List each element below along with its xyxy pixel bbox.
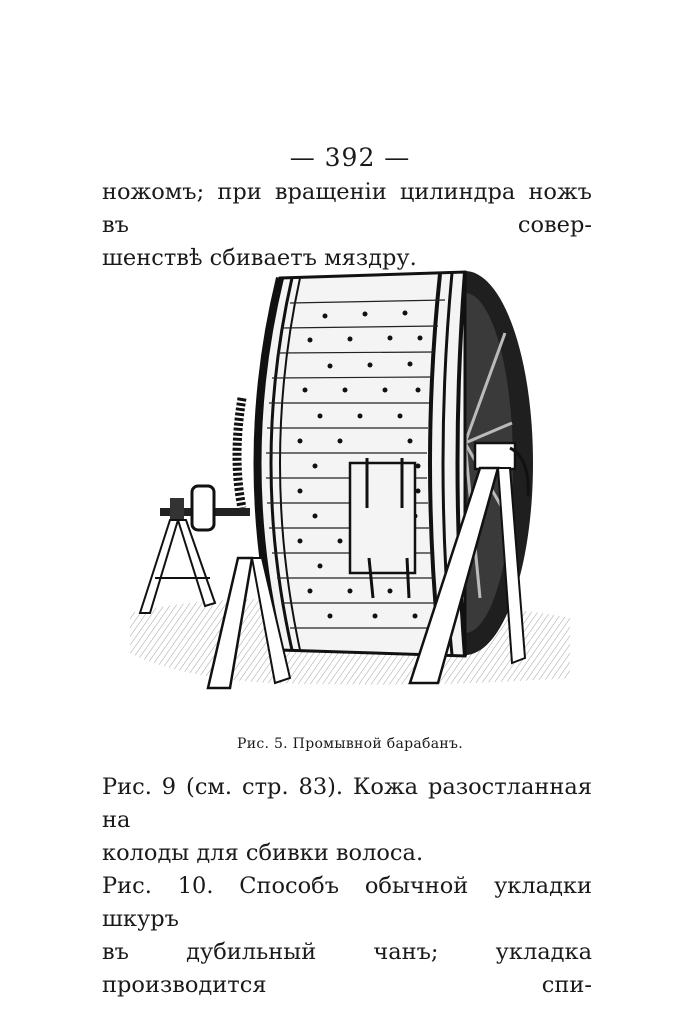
text-line: колоды для сбивки волоса. bbox=[102, 840, 424, 866]
bottom-paragraph bbox=[102, 771, 592, 1002]
figure-caption: Рис. 5. Промывной барабанъ. bbox=[236, 736, 463, 752]
text-line: шенствѣ сбиваетъ мяздру. bbox=[102, 245, 417, 271]
text-line: въ дубильный чанъ; укладка производится спи- bbox=[102, 939, 592, 998]
washing-drum-illustration bbox=[120, 258, 570, 698]
text-line: Рис. 9 (см. стр. 83). Кожа разостланная на bbox=[102, 774, 592, 833]
text-line: Рис. 10. Способъ обычной укладки шкуръ bbox=[102, 873, 592, 932]
page-number: — 392 — bbox=[289, 143, 411, 172]
text-line: ножомъ; при вращеніи цилиндра ножъ въ совер- bbox=[102, 179, 592, 238]
